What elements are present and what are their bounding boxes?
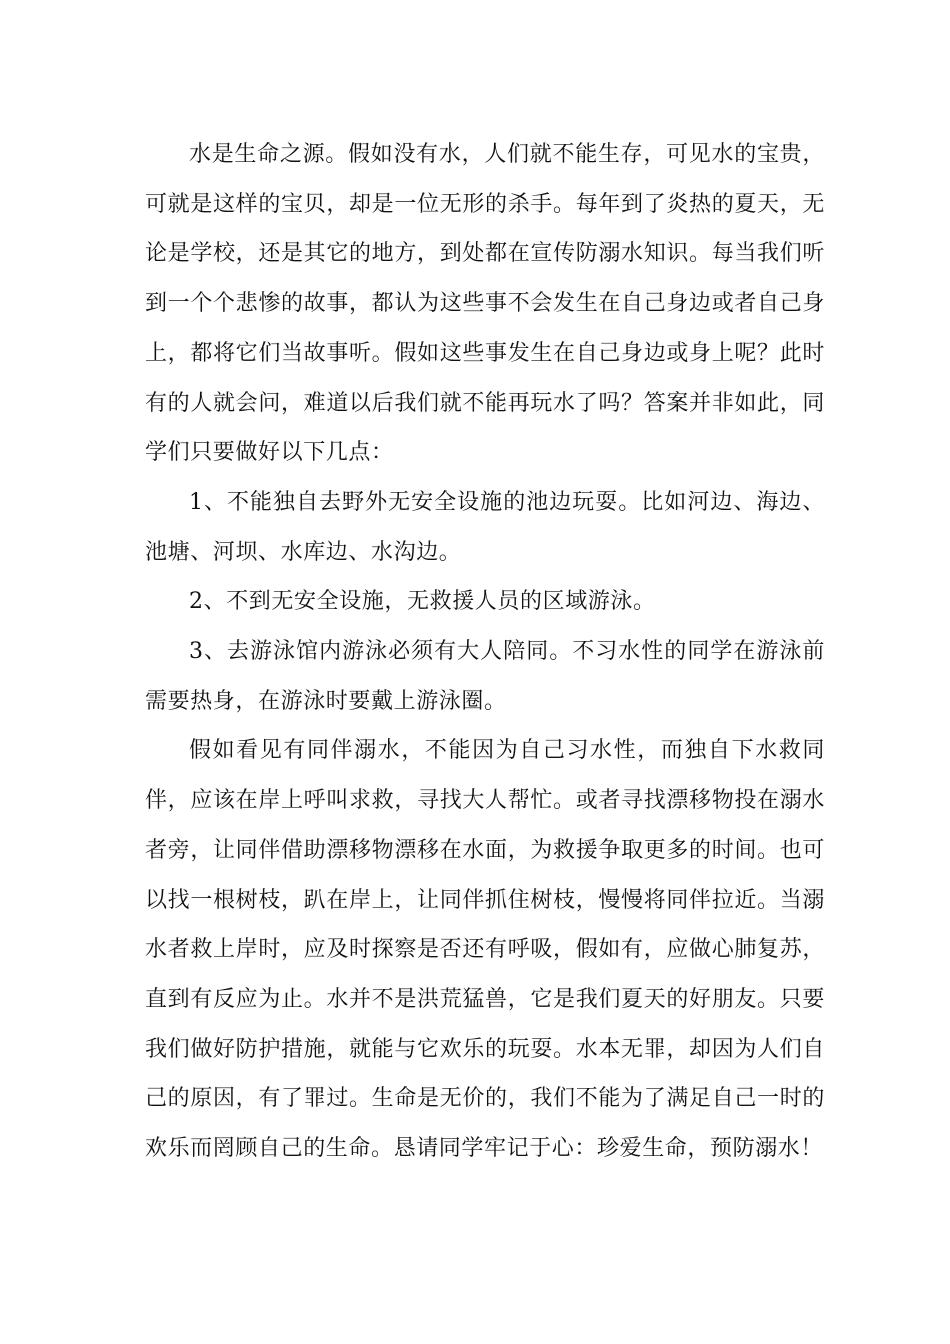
paragraph-rule-1: 1、不能独自去野外无安全设施的池边玩耍。比如河边、海边、池塘、河坝、水库边、水沟边。 [145,489,825,565]
paragraph-rule-3: 3、去游泳馆内游泳必须有大人陪同。不习水性的同学在游泳前需要热身，在游泳时要戴上游泳圈。 [145,639,825,714]
document-body [145,130,825,1174]
paragraph-rule-2: 2、不到无安全设施，无救援人员的区域游泳。 [189,589,656,615]
paragraph-intro: 水是生命之源。假如没有水，人们就不能生存，可见水的宝贵，可就是这样的宝贝，却是一位无形的杀手。每年到了炎热的夏天，无论是学校，还是其它的地方，到处都在宣传防溺水知识。每当我们听到一个个悲惨的故事，都认为这些事不会发生在自己身边或者自己身上，都将它们当故事听。假如这些事发生在自己身边或身上呢？此时有的人就会问，难道以后我们就不能再玩水了吗？答案并非如此，同学们只要做好以下几点： [145,142,825,466]
paragraph-rescue: 假如看见有同伴溺水，不能因为自己习水性，而独自下水救同伴，应该在岸上呼叫求救，寻找大人帮忙。或者寻找漂移物投在溺水者旁，让同伴借助漂移物漂移在水面，为救援争取更多的时间。也可以找一根树枝，趴在岸上，让同伴抓住树枝，慢慢将同伴拉近。当溺水者救上岸时，应及时探察是否还有呼吸，假如有，应做心肺复苏，直到有反应为止。水并不是洪荒猛兽，它是我们夏天的好朋友。只要我们做好防护措施，就能与它欢乐的玩耍。水本无罪，却因为人们自己的原因，有了罪过。生命是无价的，我们不能为了满足自己一时的欢乐而罔顾自己的生命。恳请同学牢记于心：珍爱生命，预防溺水！ [145,738,825,1162]
